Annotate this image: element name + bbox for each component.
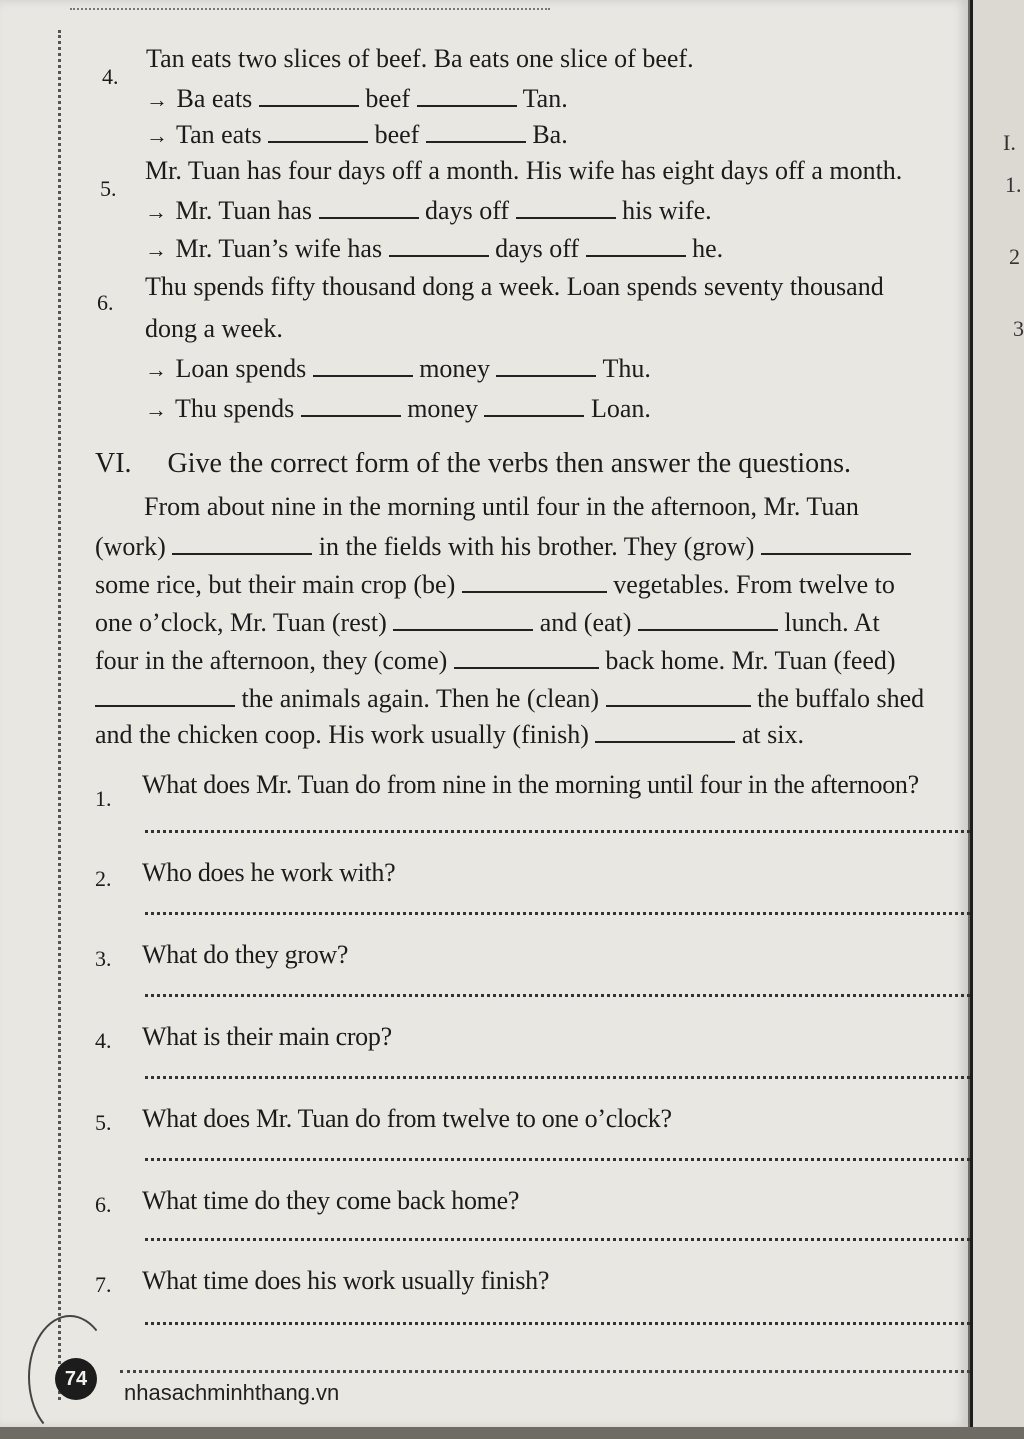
arrow-icon: →: [145, 237, 167, 262]
answer-line-1[interactable]: [145, 830, 1000, 833]
blank[interactable]: [319, 197, 419, 219]
passage-line-4: one o’clock, Mr. Tuan (rest) and (eat) lunch. At: [95, 608, 880, 637]
item-5-line-2: → Mr. Tuan’s wife has days off he.: [145, 234, 724, 263]
question-4-number: 4.: [95, 1028, 112, 1053]
answer-line-6[interactable]: [145, 1238, 1000, 1241]
item-4-line-1: → Ba eats beef Tan.: [146, 84, 568, 113]
passage-line-2: (work) in the fields with his brother. They (grow): [95, 532, 911, 562]
verb-blank-work[interactable]: [172, 533, 312, 555]
arrow-icon: →: [146, 87, 168, 112]
blank[interactable]: [389, 235, 489, 257]
question-2-text: Who does he work with?: [142, 858, 396, 887]
verb-blank-rest[interactable]: [393, 609, 533, 631]
passage-line-6: the animals again. Then he (clean) the buffalo shed: [95, 684, 924, 714]
verb-blank-be[interactable]: [462, 571, 607, 593]
item-4-number: 4.: [102, 64, 119, 89]
item-6-line-1: → Loan spends money Thu.: [145, 354, 651, 383]
answer-line-5[interactable]: [145, 1158, 1000, 1161]
item-4-sentence: Tan eats two slices of beef. Ba eats one slice of beef.: [146, 44, 694, 73]
answer-line-4[interactable]: [145, 1076, 1000, 1079]
answer-line-3[interactable]: [145, 994, 1000, 997]
adjacent-page-mark: 3: [1013, 316, 1024, 341]
blank[interactable]: [301, 395, 401, 417]
question-5-text: What does Mr. Tuan do from twelve to one o’clock?: [142, 1104, 672, 1133]
arrow-icon: →: [146, 123, 168, 148]
item-5-line-1: → Mr. Tuan has days off his wife.: [145, 196, 712, 225]
adjacent-page-mark: 1.: [1005, 172, 1022, 197]
answer-line-2[interactable]: [145, 912, 1000, 915]
blank[interactable]: [259, 85, 359, 107]
top-dotted-border: [70, 8, 550, 10]
blank[interactable]: [586, 235, 686, 257]
blank[interactable]: [516, 197, 616, 219]
section-numeral: VI.: [95, 448, 132, 479]
question-4-text: What is their main crop?: [142, 1022, 392, 1051]
section-instruction: Give the correct form of the verbs then answer the questions.: [167, 448, 851, 479]
blank[interactable]: [313, 355, 413, 377]
verb-blank-grow[interactable]: [761, 533, 911, 555]
blank[interactable]: [417, 85, 517, 107]
passage-line-3: some rice, but their main crop (be) vegetables. From twelve to: [95, 570, 895, 599]
blank[interactable]: [426, 121, 526, 143]
item-6-sentence: Thu spends fifty thousand dong a week. Loan spends seventy thousand: [145, 272, 884, 301]
verb-blank-finish[interactable]: [595, 721, 735, 743]
adjacent-page-mark: I.: [1003, 130, 1016, 155]
left-dotted-border: [58, 30, 61, 1400]
item-6-number: 6.: [97, 290, 114, 315]
answer-line-7[interactable]: [145, 1322, 1000, 1325]
verb-blank-feed[interactable]: [95, 685, 235, 707]
verb-blank-eat[interactable]: [638, 609, 778, 631]
question-2-number: 2.: [95, 866, 112, 891]
item-5-sentence: Mr. Tuan has four days off a month. His wife has eight days off a month.: [145, 156, 903, 185]
question-7-number: 7.: [95, 1272, 112, 1297]
arrow-icon: →: [145, 397, 167, 422]
blank[interactable]: [268, 121, 368, 143]
verb-blank-clean[interactable]: [606, 685, 751, 707]
verb-blank-come[interactable]: [454, 647, 599, 669]
arrow-icon: →: [145, 199, 167, 224]
publisher-website: nhasachminhthang.vn: [124, 1380, 340, 1405]
question-6-number: 6.: [95, 1192, 112, 1217]
item-4-line-2: → Tan eats beef Ba.: [146, 120, 568, 149]
passage-line-5: four in the afternoon, they (come) back home. Mr. Tuan (feed): [95, 646, 896, 675]
question-7-text: What time does his work usually finish?: [142, 1266, 550, 1295]
question-1-text: What does Mr. Tuan do from nine in the morning until four in the afternoon?: [142, 770, 919, 799]
passage-line-1: From about nine in the morning until four in the afternoon, Mr. Tuan: [144, 492, 859, 521]
question-3-number: 3.: [95, 946, 112, 971]
item-6-line-2: → Thu spends money Loan.: [145, 394, 651, 423]
question-1-number: 1.: [95, 786, 112, 811]
page-number-badge: 74: [55, 1358, 97, 1400]
arrow-icon: →: [145, 357, 167, 382]
item-6-sentence-cont: dong a week.: [145, 314, 283, 343]
question-3-text: What do they grow?: [142, 940, 349, 969]
footer-dotted-line: [120, 1370, 1000, 1373]
adjacent-page-edge: [970, 0, 1024, 1427]
blank[interactable]: [496, 355, 596, 377]
item-5-number: 5.: [100, 176, 117, 201]
section-vi-heading: [95, 448, 851, 480]
question-6-text: What time do they come back home?: [142, 1186, 520, 1215]
adjacent-page-mark: 2: [1009, 244, 1020, 269]
passage-line-7: and the chicken coop. His work usually (finish) at six.: [95, 720, 804, 749]
blank[interactable]: [484, 395, 584, 417]
question-5-number: 5.: [95, 1110, 112, 1135]
